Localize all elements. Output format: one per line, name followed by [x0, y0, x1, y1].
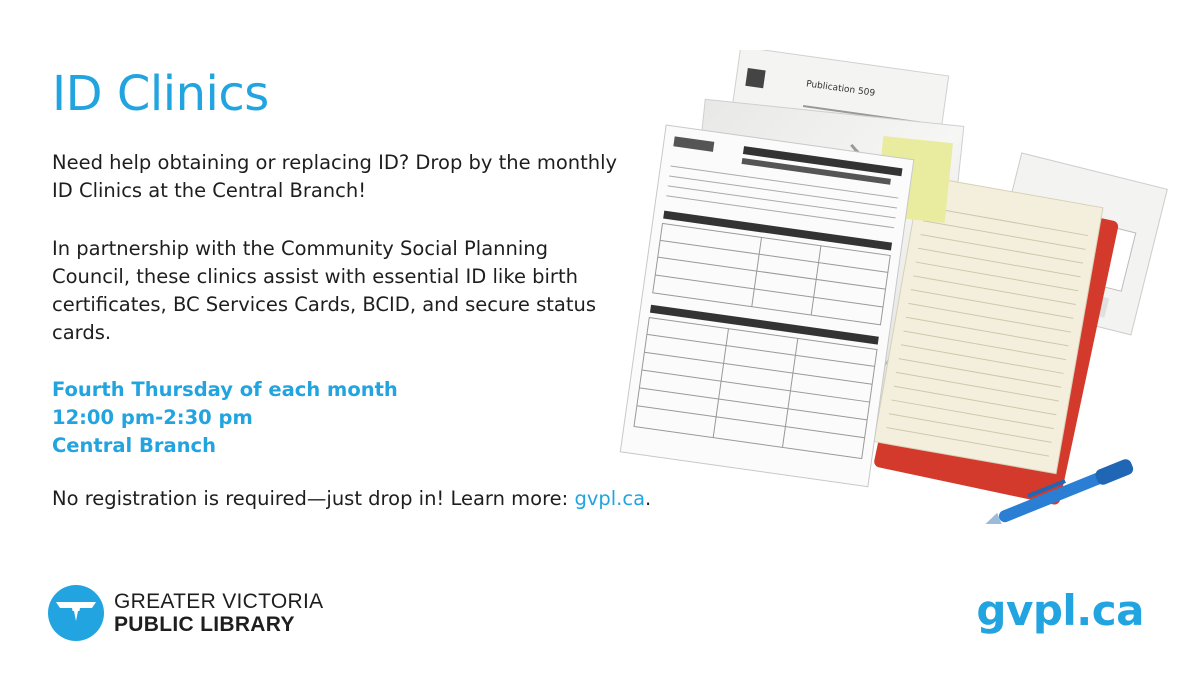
event-schedule: Fourth Thursday of each month [52, 378, 398, 401]
event-location: Central Branch [52, 434, 216, 457]
gvpl-logo-icon [48, 585, 104, 641]
website-url[interactable]: gvpl.ca [976, 586, 1144, 635]
page-title: ID Clinics [52, 66, 269, 122]
event-details [52, 376, 398, 460]
intro-paragraph: Need help obtaining or replacing ID? Drop by the monthly ID Clinics at the Central Branch! [52, 151, 618, 202]
logo-line-1: GREATER VICTORIA [114, 590, 324, 613]
learn-more-link[interactable]: gvpl.ca [574, 487, 646, 510]
library-logo[interactable] [48, 585, 323, 641]
logo-line-2: PUBLIC LIBRARY [114, 613, 295, 636]
svg-text:Publication 509: Publication 509 [805, 79, 876, 99]
registration-end: . [645, 487, 652, 510]
event-time: 12:00 pm-2:30 pm [52, 406, 253, 429]
documents-photo [600, 50, 1200, 530]
registration-text: No registration is required—just drop in! Learn more: [52, 487, 575, 510]
partnership-paragraph: In partnership with the Community Social Planning Council, these clinics assist with essential ID like birth certificates, BC Services Cards, BCID, and secure status cards. [52, 237, 597, 344]
registration-note [52, 485, 651, 513]
